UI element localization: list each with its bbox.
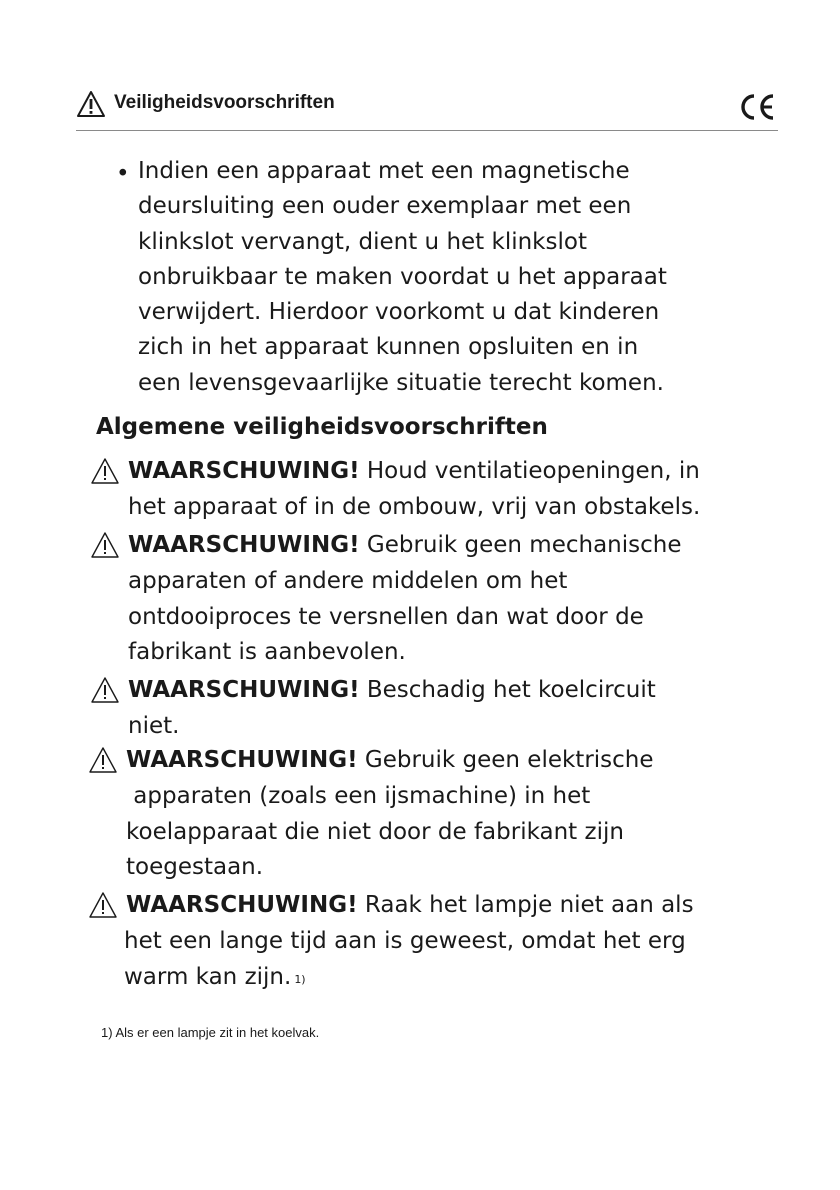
bullet-dot: • xyxy=(116,161,130,187)
warning-triangle-icon xyxy=(88,891,118,919)
section-heading: Algemene veiligheidsvoorschriften xyxy=(96,414,548,440)
warning-block xyxy=(90,528,681,671)
warning-label: WAARSCHUWING! xyxy=(128,532,360,558)
page-title: Veiligheidsvoorschriften xyxy=(114,92,335,113)
bullet-line: klinkslot vervangt, dient u het klinkslot xyxy=(138,228,587,255)
warning-text: Gebruik geen mechanische xyxy=(359,532,682,558)
warning-text: het apparaat of in de ombouw, vrij van obstakels. xyxy=(128,493,701,520)
bullet-line: verwijdert. Hierdoor voorkomt u dat kinderen xyxy=(138,299,660,326)
bullet-paragraph xyxy=(138,154,778,401)
warning-text: fabrikant is aanbevolen. xyxy=(128,639,406,666)
bullet-line: Indien een apparaat met een magnetische xyxy=(138,158,630,184)
footnote-reference: 1) xyxy=(294,972,306,986)
warning-text: ontdooiproces te versnellen dan wat door de xyxy=(128,603,644,630)
warning-text: Gebruik geen elektrische xyxy=(357,747,654,773)
footnote: 1) Als er een lampje zit in het koelvak. xyxy=(101,1025,320,1040)
warning-triangle-icon xyxy=(90,457,120,485)
warning-label: WAARSCHUWING! xyxy=(126,747,358,773)
warning-text: het een lange tijd aan is geweest, omdat het erg xyxy=(124,927,686,954)
bullet-line: deursluiting een ouder exemplaar met een xyxy=(138,193,632,220)
ce-mark-icon xyxy=(738,92,776,122)
warning-text: koelapparaat die niet door de fabrikant zijn xyxy=(126,818,624,845)
warning-text: apparaten of andere middelen om het xyxy=(128,567,568,594)
bullet-line: een levensgevaarlijke situatie terecht komen. xyxy=(138,369,664,396)
warning-label: WAARSCHUWING! xyxy=(128,458,360,484)
warning-block xyxy=(88,743,654,886)
warning-text: apparaten (zoals een ijsmachine) in het xyxy=(126,782,591,809)
warning-block xyxy=(90,454,700,526)
bullet-line: onbruikbaar te maken voordat u het apparaat xyxy=(138,263,667,290)
warning-label: WAARSCHUWING! xyxy=(126,892,358,918)
warning-triangle-icon xyxy=(90,676,120,704)
warning-triangle-icon xyxy=(76,90,106,118)
warning-triangle-icon xyxy=(90,531,120,559)
warning-label: WAARSCHUWING! xyxy=(128,677,360,703)
warning-block xyxy=(88,888,694,995)
warning-text: Raak het lampje niet aan als xyxy=(357,892,694,918)
bullet-line: zich in het apparaat kunnen opsluiten en in xyxy=(138,334,639,361)
page-header xyxy=(76,88,778,131)
warning-text: Beschadig het koelcircuit xyxy=(359,677,656,703)
warning-block xyxy=(90,673,656,745)
warning-text: warm kan zijn. xyxy=(124,963,292,990)
warning-triangle-icon xyxy=(88,746,118,774)
warning-text: toegestaan. xyxy=(126,854,264,881)
warning-text: Houd ventilatieopeningen, in xyxy=(359,458,700,484)
warning-text: niet. xyxy=(128,712,180,739)
